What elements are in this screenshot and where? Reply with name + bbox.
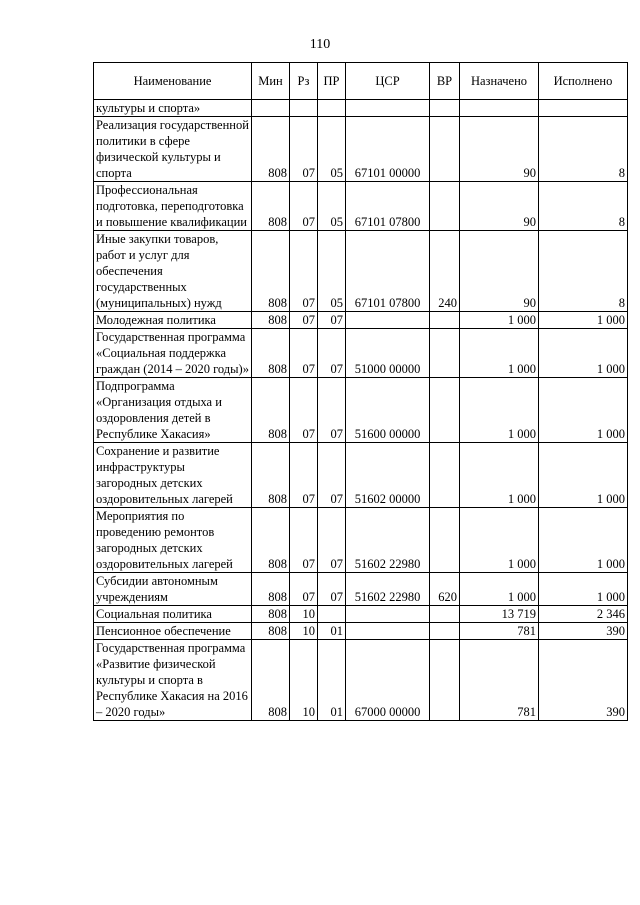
row-csr: 51602 22980 — [346, 508, 430, 573]
row-rz: 10 — [290, 640, 318, 721]
row-executed: 8 — [539, 182, 628, 231]
table-row — [94, 573, 628, 606]
table-row — [94, 312, 628, 329]
row-csr — [346, 312, 430, 329]
row-rz: 10 — [290, 606, 318, 623]
table-row — [94, 443, 628, 508]
row-vr — [430, 312, 460, 329]
table-row — [94, 329, 628, 378]
row-assigned: 1 000 — [460, 443, 539, 508]
row-csr — [346, 100, 430, 117]
table-row — [94, 182, 628, 231]
row-min: 808 — [252, 378, 290, 443]
row-rz: 07 — [290, 573, 318, 606]
row-pr — [318, 100, 346, 117]
row-csr: 67101 00000 — [346, 117, 430, 182]
row-name: Иные закупки товаров, работ и услуг для обеспечения государственных (муниципальных) нужд — [94, 231, 252, 312]
row-min: 808 — [252, 640, 290, 721]
row-executed: 1 000 — [539, 312, 628, 329]
row-vr — [430, 117, 460, 182]
row-name: Государственная программа «Социальная поддержка граждан (2014 – 2020 годы)» — [94, 329, 252, 378]
row-executed: 1 000 — [539, 329, 628, 378]
row-assigned: 90 — [460, 117, 539, 182]
row-min: 808 — [252, 508, 290, 573]
row-vr — [430, 443, 460, 508]
row-assigned: 13 719 — [460, 606, 539, 623]
row-csr: 67000 00000 — [346, 640, 430, 721]
row-rz: 07 — [290, 443, 318, 508]
column-header-name: Наименование — [94, 63, 252, 100]
row-csr: 67101 07800 — [346, 231, 430, 312]
row-executed: 390 — [539, 623, 628, 640]
row-rz: 07 — [290, 312, 318, 329]
row-pr: 07 — [318, 573, 346, 606]
row-assigned: 781 — [460, 640, 539, 721]
column-header-executed: Исполнено — [539, 63, 628, 100]
table-header-row — [94, 63, 628, 100]
row-rz: 07 — [290, 329, 318, 378]
row-vr — [430, 378, 460, 443]
row-csr — [346, 623, 430, 640]
row-min: 808 — [252, 312, 290, 329]
column-header-vr: ВР — [430, 63, 460, 100]
row-executed — [539, 100, 628, 117]
row-rz: 07 — [290, 508, 318, 573]
row-assigned: 90 — [460, 182, 539, 231]
row-vr — [430, 100, 460, 117]
row-pr — [318, 606, 346, 623]
row-min: 808 — [252, 329, 290, 378]
row-name: Субсидии автономным учреждениям — [94, 573, 252, 606]
row-pr: 05 — [318, 117, 346, 182]
row-rz: 07 — [290, 182, 318, 231]
table-row — [94, 623, 628, 640]
column-header-pr: ПР — [318, 63, 346, 100]
row-name: Молодежная политика — [94, 312, 252, 329]
row-name: Государственная программа «Развитие физической культуры и спорта в Республике Хакасия на 2016 – 2020 годы» — [94, 640, 252, 721]
row-assigned: 1 000 — [460, 378, 539, 443]
row-name: Мероприятия по проведению ремонтов загородных детских оздоровительных лагерей — [94, 508, 252, 573]
row-vr — [430, 640, 460, 721]
row-csr: 67101 07800 — [346, 182, 430, 231]
row-vr — [430, 606, 460, 623]
table-row — [94, 508, 628, 573]
row-executed: 390 — [539, 640, 628, 721]
row-assigned — [460, 100, 539, 117]
row-csr: 51000 00000 — [346, 329, 430, 378]
row-assigned: 781 — [460, 623, 539, 640]
row-executed: 1 000 — [539, 573, 628, 606]
row-pr: 05 — [318, 182, 346, 231]
row-min: 808 — [252, 443, 290, 508]
row-name: Реализация государственной политики в сфере физической культуры и спорта — [94, 117, 252, 182]
row-pr: 07 — [318, 378, 346, 443]
table-row — [94, 231, 628, 312]
row-executed: 1 000 — [539, 443, 628, 508]
column-header-min: Мин — [252, 63, 290, 100]
row-pr: 07 — [318, 443, 346, 508]
row-pr: 07 — [318, 508, 346, 573]
row-vr: 620 — [430, 573, 460, 606]
row-assigned: 90 — [460, 231, 539, 312]
table-row — [94, 100, 628, 117]
row-vr — [430, 329, 460, 378]
row-name: Сохранение и развитие инфраструктуры загородных детских оздоровительных лагерей — [94, 443, 252, 508]
row-rz: 07 — [290, 378, 318, 443]
row-rz: 10 — [290, 623, 318, 640]
column-header-csr: ЦСР — [346, 63, 430, 100]
row-vr: 240 — [430, 231, 460, 312]
budget-table — [93, 62, 628, 721]
row-rz: 07 — [290, 231, 318, 312]
row-executed: 1 000 — [539, 378, 628, 443]
table-row — [94, 117, 628, 182]
table-row — [94, 378, 628, 443]
row-rz: 07 — [290, 117, 318, 182]
column-header-assigned: Назначено — [460, 63, 539, 100]
row-assigned: 1 000 — [460, 508, 539, 573]
row-csr — [346, 606, 430, 623]
row-min: 808 — [252, 606, 290, 623]
row-min: 808 — [252, 182, 290, 231]
table-row — [94, 640, 628, 721]
row-vr — [430, 508, 460, 573]
row-min: 808 — [252, 623, 290, 640]
row-assigned: 1 000 — [460, 573, 539, 606]
row-rz — [290, 100, 318, 117]
row-min — [252, 100, 290, 117]
row-name: Профессиональная подготовка, переподготовка и повышение квалификации — [94, 182, 252, 231]
table-row — [94, 606, 628, 623]
row-pr: 05 — [318, 231, 346, 312]
row-csr: 51602 00000 — [346, 443, 430, 508]
row-name: Пенсионное обеспечение — [94, 623, 252, 640]
row-name: культуры и спорта» — [94, 100, 252, 117]
row-csr: 51600 00000 — [346, 378, 430, 443]
row-pr: 07 — [318, 329, 346, 378]
row-executed: 1 000 — [539, 508, 628, 573]
row-name: Подпрограмма «Организация отдыха и оздоровления детей в Республике Хакасия» — [94, 378, 252, 443]
row-assigned: 1 000 — [460, 312, 539, 329]
row-pr: 01 — [318, 640, 346, 721]
row-min: 808 — [252, 231, 290, 312]
row-executed: 2 346 — [539, 606, 628, 623]
row-vr — [430, 182, 460, 231]
row-assigned: 1 000 — [460, 329, 539, 378]
row-pr: 07 — [318, 312, 346, 329]
row-csr: 51602 22980 — [346, 573, 430, 606]
row-pr: 01 — [318, 623, 346, 640]
row-executed: 8 — [539, 231, 628, 312]
row-min: 808 — [252, 573, 290, 606]
row-name: Социальная политика — [94, 606, 252, 623]
page-number: 110 — [309, 37, 331, 52]
column-header-rz: Рз — [290, 63, 318, 100]
row-vr — [430, 623, 460, 640]
row-executed: 8 — [539, 117, 628, 182]
row-min: 808 — [252, 117, 290, 182]
